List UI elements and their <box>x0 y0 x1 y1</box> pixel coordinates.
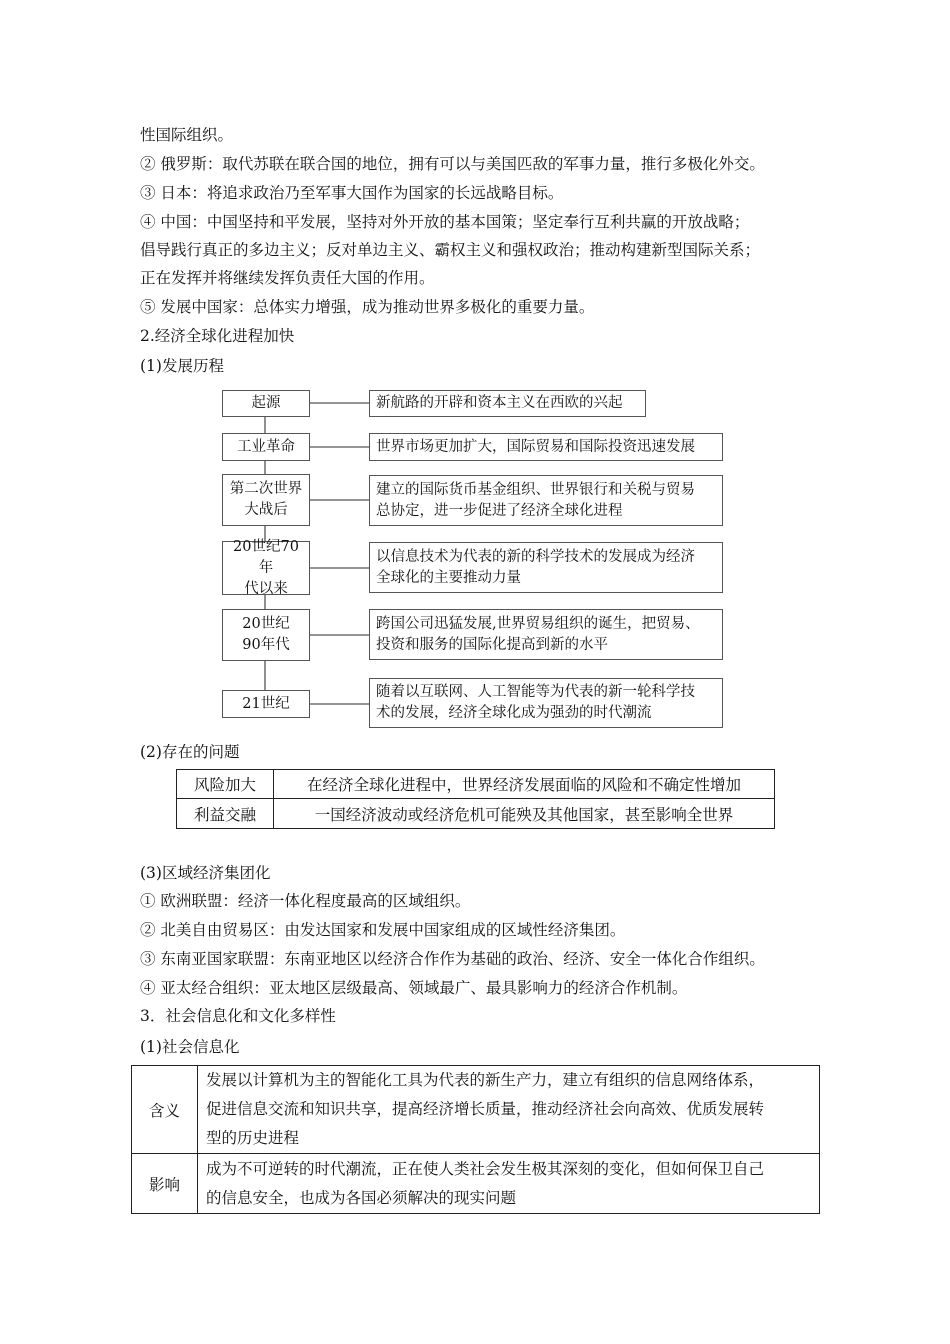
paragraph-line: ③ 日本：将追求政治乃至军事大国作为国家的长远战略目标。 <box>140 184 564 202</box>
table-row <box>177 770 775 799</box>
subsection-heading: (1)社会信息化 <box>140 1038 240 1056</box>
section-heading: 2.经济全球化进程加快 <box>140 327 295 345</box>
table-cell: 发展以计算机为主的智能化工具为代表的新生产力，建立有组织的信息网络体系， 促进信息交流和知识共享，提高经济增长质量，推动经济社会向高效、优质发展转 型的历史进程 <box>198 1066 820 1154</box>
table-cell: 风险加大 <box>177 770 274 799</box>
section-heading: 3．社会信息化和文化多样性 <box>140 1007 336 1025</box>
list-item: ③ 东南亚国家联盟：东南亚地区以经济合作作为基础的政治、经济、安全一体化合作组织。 <box>140 950 765 968</box>
flow-stage-box: 起源 <box>222 390 310 417</box>
table-cell: 含义 <box>132 1066 198 1154</box>
table-row <box>132 1066 820 1154</box>
subsection-heading: (3)区域经济集团化 <box>140 864 271 882</box>
list-item: ② 北美自由贸易区：由发达国家和发展中国家组成的区域性经济集团。 <box>140 921 626 939</box>
table-cell: 成为不可逆转的时代潮流，正在使人类社会发生极其深刻的变化，但如何保卫自己 的信息安全，也成为各国必须解决的现实问题 <box>198 1154 820 1214</box>
paragraph-line: 性国际组织。 <box>140 126 234 144</box>
flow-stage-box: 20世纪 90年代 <box>222 609 310 661</box>
flow-desc-box: 新航路的开辟和资本主义在西欧的兴起 <box>369 390 646 417</box>
flow-desc-box: 建立的国际货币基金组织、世界银行和关税与贸易 总协定，进一步促进了经济全球化进程 <box>369 475 723 526</box>
list-item: ① 欧洲联盟：经济一体化程度最高的区域组织。 <box>140 892 471 910</box>
paragraph-line: ④ 中国：中国坚持和平发展，坚持对外开放的基本国策；坚定奉行互利共赢的开放战略； <box>140 213 750 231</box>
flow-desc-box: 随着以互联网、人工智能等为代表的新一轮科学技 术的发展，经济全球化成为强劲的时代潮流 <box>369 678 723 728</box>
table-cell: 影响 <box>132 1154 198 1214</box>
info-table <box>131 1065 820 1214</box>
flow-stage-box: 工业革命 <box>222 433 310 461</box>
flow-desc-box: 以信息技术为代表的新的科学技术的发展成为经济 全球化的主要推动力量 <box>369 542 723 593</box>
table-cell: 一国经济波动或经济危机可能殃及其他国家，甚至影响全世界 <box>274 799 775 829</box>
list-item: ④ 亚太经合组织：亚太地区层级最高、领域最广、最具影响力的经济合作机制。 <box>140 979 688 997</box>
subsection-heading: (2)存在的问题 <box>140 743 240 761</box>
paragraph-line: 正在发挥并将继续发挥负责任大国的作用。 <box>140 269 435 287</box>
table-cell: 在经济全球化进程中，世界经济发展面临的风险和不确定性增加 <box>274 770 775 799</box>
flow-desc-box: 世界市场更加扩大，国际贸易和国际投资迅速发展 <box>369 433 723 461</box>
table-cell: 利益交融 <box>177 799 274 829</box>
flow-stage-box: 第二次世界 大战后 <box>222 474 310 526</box>
problems-table <box>176 769 775 829</box>
paragraph-line: ② 俄罗斯：取代苏联在联合国的地位，拥有可以与美国匹敌的军事力量，推行多极化外交。 <box>140 155 765 173</box>
flow-stage-box: 21世纪 <box>222 690 310 718</box>
flow-stage-box: 20世纪70年 代以来 <box>222 541 310 595</box>
subsection-heading: (1)发展历程 <box>140 357 224 375</box>
table-row <box>132 1154 820 1214</box>
table-row <box>177 799 775 829</box>
paragraph-line: ⑤ 发展中国家：总体实力增强，成为推动世界多极化的重要力量。 <box>140 298 595 316</box>
paragraph-line: 倡导践行真正的多边主义；反对单边主义、霸权主义和强权政治；推动构建新型国际关系； <box>140 241 761 259</box>
flow-desc-box: 跨国公司迅猛发展,世界贸易组织的诞生，把贸易、 投资和服务的国际化提高到新的水平 <box>369 609 723 660</box>
